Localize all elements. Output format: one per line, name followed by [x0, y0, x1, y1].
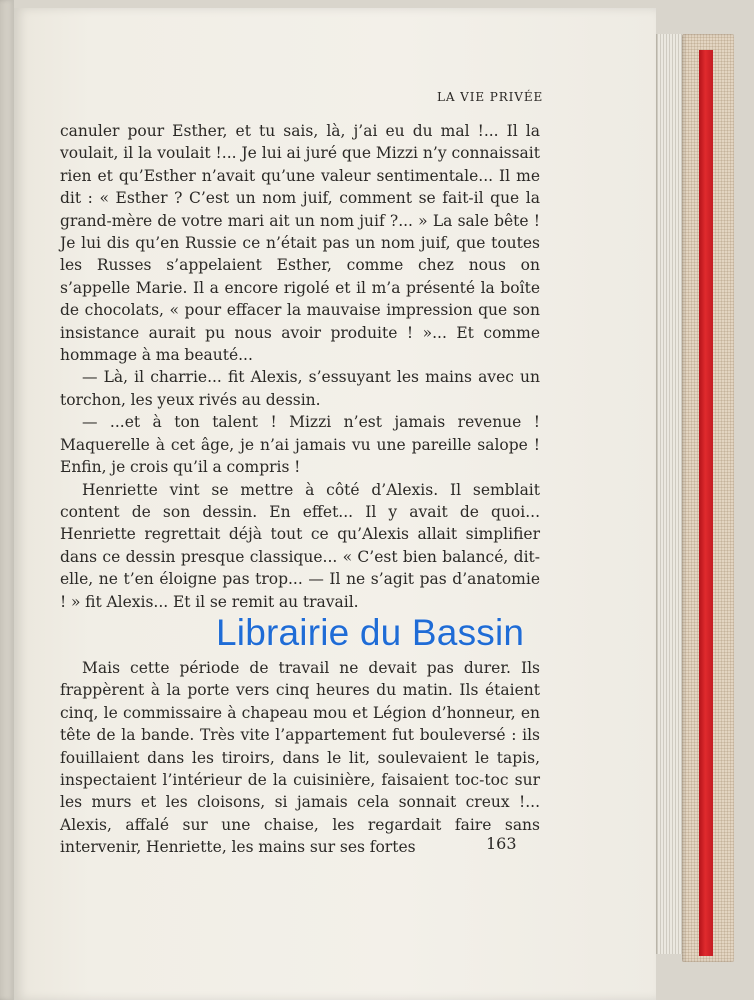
paragraph: canuler pour Esther, et tu sais, là, j’ai eu du mal !... Il la voulait, il la voulait !... Je lui ai juré que Mizzi n’y connaissait rien et qu’Esther n’avait qu’une valeur sentimentale... Il me dit : « Esther ? C’est un nom juif, comment se fait-il que la grand-mère de votre mari ait un nom juif ?... » La sale bête ! Je lui dis qu’en Russie ce n’était pas un nom juif, que toutes les Russes s’appelaient Esther, comme chez nous on s’appelle Marie. Il a encore rigolé et il m’a présenté la boîte de chocolats, « pour effacer la mauvaise impression que son insistance aurait pu nous avoir produite ! »... Et comme hommage à ma beauté... [60, 122, 540, 365]
page-number: 163 [486, 834, 517, 853]
paragraph: Mais cette période de travail ne devait pas durer. Ils frappèrent à la porte vers cinq heures du matin. Ils étaient cinq, le commissaire à chapeau mou et Légion d’honneur, en tête de la bande. Très vite l’appartement fut bouleversé : ils fouillaient dans les tiroirs, dans le lit, soulevaient le tapis, inspectaient l’intérieur de la cuisinière, faisaient toc-toc sur les murs et les cloisons, si jamais cela sonnait creux !... Alexis, affalé sur une chaise, les regardait faire sans intervenir, Henriette, les mains sur ses fortes [60, 658, 540, 857]
page-edges [656, 34, 683, 954]
body-text [60, 120, 540, 859]
red-page-edge [699, 50, 713, 956]
paragraph: — ...et à ton talent ! Mizzi n’est jamais revenue ! Maquerelle à cet âge, je n’ai jamais vu une pareille salope ! Enfin, je crois qu’il a compris ! [60, 413, 540, 477]
running-head: LA VIE PRIVÉE [437, 90, 544, 104]
watermark: Librairie du Bassin [216, 612, 525, 653]
paragraph: — Là, il charrie... fit Alexis, s’essuyant les mains avec un torchon, les yeux rivés au dessin. [60, 368, 540, 409]
paragraph: Henriette vint se mettre à côté d’Alexis. Il semblait content de son dessin. En effet... Il y avait de quoi... Henriette regrettait déjà tout ce qu’Alexis allait simplifier dans ce dessin presque classique... « C’est bien balancé, dit-elle, ne t’en éloigne pas trop... — Il ne s’agit pas d’anatomie ! » fit Alexis... Et il se remit au travail. [60, 480, 540, 611]
facing-page-edge [0, 0, 14, 1000]
